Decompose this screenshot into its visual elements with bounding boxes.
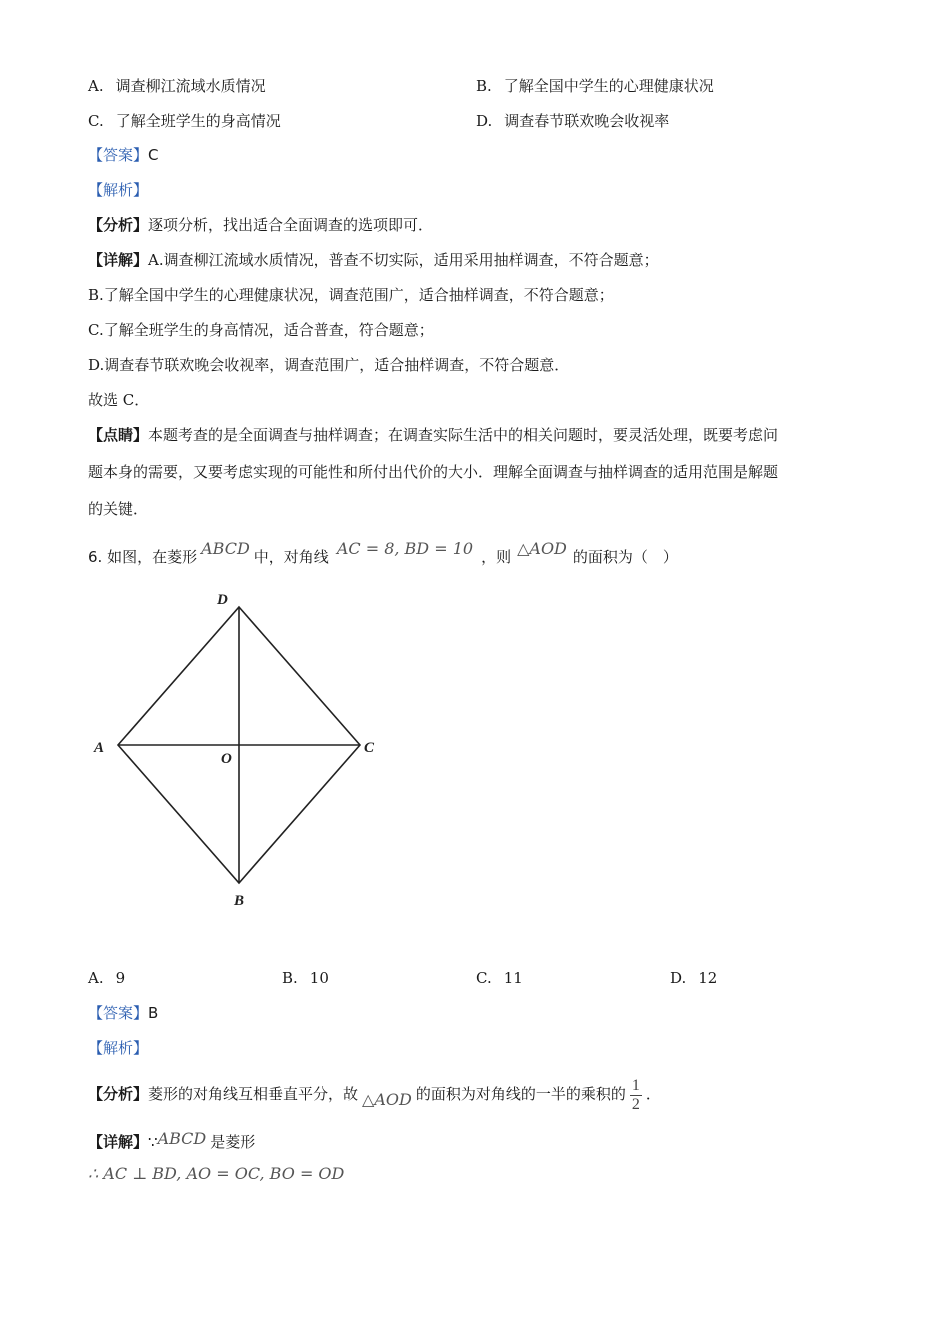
option-text: 9 (115, 969, 126, 987)
option-label: C. (88, 112, 104, 130)
q6-xiangjie-line (88, 1129, 256, 1152)
option-text: 调查春节联欢晚会收视率 (504, 112, 670, 130)
fenxi-tag: 【分析】 (88, 216, 149, 234)
q6-stem-1: 如图，在菱形 (107, 548, 198, 566)
q5-xiangjie-d: D.调查春节联欢晚会收视率，调查范围广，适合抽样调查，不符合题意． (88, 356, 570, 374)
option-text: 了解全国中学生的心理健康状况 (503, 77, 714, 95)
option-text: 11 (503, 969, 523, 987)
label-d: D (217, 592, 228, 608)
label-c: C (364, 740, 375, 756)
q6-math-diag: AC = 8, BD = 10 (336, 539, 474, 558)
q6-option-d (670, 968, 717, 988)
answer-tag: 【答案】 (88, 146, 149, 164)
q6-stem-4: 的面积为（ ） (572, 548, 678, 566)
q5-xiangjie-b: B.了解全国中学生的心理健康状况，调查范围广，适合抽样调查，不符合题意； (88, 286, 614, 304)
q6-number: 6. (88, 548, 103, 566)
fenxi-text-2: 的面积为对角线的一半的乘积的 (415, 1085, 626, 1103)
q6-stem (88, 539, 678, 570)
q5-analysis-tag (88, 180, 148, 200)
option-label: D. (476, 112, 493, 130)
q6-math-tri: △AOD (517, 539, 567, 558)
label-b: B (234, 893, 245, 909)
xiangjie-text: 是菱形 (210, 1133, 256, 1151)
q5-fenxi-line (88, 215, 433, 235)
option-label: B. (282, 969, 298, 987)
frac-denominator: 2 (631, 1095, 640, 1113)
xiangjie-math: ABCD (157, 1129, 207, 1148)
option-text: 10 (309, 969, 329, 987)
q6-option-b (282, 968, 329, 988)
q5-conclusion: 故选 C． (88, 391, 150, 409)
fenxi-text-1: 菱形的对角线互相垂直平分，故 (148, 1085, 359, 1103)
q6-therefore-line: ∴ AC ⊥ BD, AO = OC, BO = OD (88, 1164, 345, 1183)
rhombus-figure (86, 585, 396, 915)
answer-value: C (148, 146, 159, 164)
label-a: A (94, 740, 105, 756)
q5-option-b (476, 76, 714, 96)
fraction-one-half (630, 1077, 642, 1114)
q6-option-c (476, 968, 523, 988)
q5-option-a (88, 76, 266, 96)
q5-dianjing-line-3: 的关键． (88, 500, 149, 518)
q6-math-abcd: ABCD (201, 539, 250, 558)
analysis-tag: 【解析】 (88, 181, 149, 199)
q5-option-c (88, 111, 281, 131)
xiangjie-tag: 【详解】 (88, 1133, 149, 1151)
dianjing-text-1: 本题考查的是全面调查与抽样调查；在调查实际生活中的相关问题时，要灵活处理，既要考虑问 (148, 426, 779, 444)
dianjing-tag: 【点睛】 (88, 426, 149, 444)
q5-dianjing-line-2: 题本身的需要，又要考虑实现的可能性和所付出代价的大小．理解全面调查与抽样调查的适用范围是解题 (88, 463, 779, 481)
analysis-tag: 【解析】 (88, 1039, 149, 1057)
because-symbol: ∵ (148, 1133, 158, 1151)
fenxi-text-3: ． (645, 1085, 661, 1103)
q5-option-d (476, 111, 669, 131)
option-label: D. (670, 969, 687, 987)
q6-option-a (88, 968, 125, 988)
xiangjie-tag: 【详解】 (88, 251, 149, 269)
answer-tag: 【答案】 (88, 1004, 149, 1022)
frac-numerator: 1 (631, 1076, 640, 1094)
q5-xiangjie-c: C.了解全班学生的身高情况，适合普查，符合题意； (88, 321, 434, 339)
label-o: O (221, 751, 232, 767)
option-label: A. (88, 77, 104, 95)
option-label: A. (88, 969, 104, 987)
option-text: 12 (698, 969, 718, 987)
option-text: 调查柳江流域水质情况 (115, 77, 266, 95)
answer-value: B (148, 1004, 159, 1022)
option-label: C. (476, 969, 492, 987)
q5-answer-line (88, 145, 159, 165)
q6-fenxi-line (88, 1074, 661, 1114)
option-text: 了解全班学生的身高情况 (115, 112, 281, 130)
q6-stem-2: 中，对角线 (253, 548, 329, 566)
option-label: B. (476, 77, 492, 95)
fenxi-tag: 【分析】 (88, 1085, 149, 1103)
q6-stem-3: ，则 (481, 548, 512, 566)
q5-xiangjie-line (88, 250, 659, 270)
q6-answer-line (88, 1003, 158, 1023)
fenxi-text: 逐项分析，找出适合全面调查的选项即可． (148, 216, 434, 234)
xiangjie-a: A.调查柳江流域水质情况，普查不切实际，适用采用抽样调查，不符合题意； (148, 251, 659, 269)
q6-analysis-tag (88, 1038, 148, 1058)
fenxi-math: △AOD (362, 1090, 412, 1109)
q5-dianjing-line-1 (88, 425, 778, 445)
